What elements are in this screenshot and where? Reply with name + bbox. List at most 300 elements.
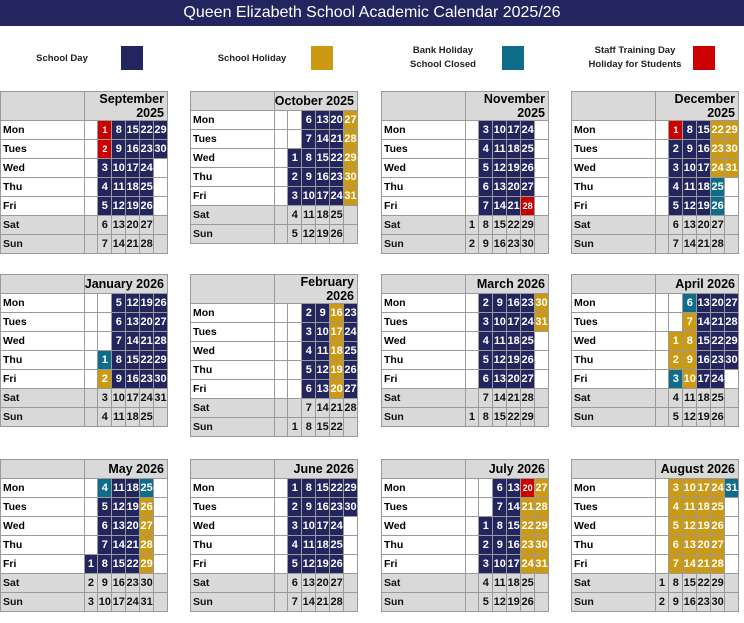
day-cell: 20 xyxy=(697,536,711,555)
week-row-sat xyxy=(572,216,739,235)
day-cell: 21 xyxy=(140,332,154,351)
day-cell: 3 xyxy=(669,479,683,498)
empty-cell xyxy=(725,370,739,389)
empty-cell xyxy=(655,294,669,313)
week-row-thu xyxy=(382,178,549,197)
empty-cell xyxy=(465,159,479,178)
day-label: Sat xyxy=(1,389,85,408)
empty-cell xyxy=(465,294,479,313)
day-cell: 29 xyxy=(725,121,739,140)
day-cell: 19 xyxy=(507,593,521,612)
day-cell: 29 xyxy=(154,351,168,370)
empty-cell xyxy=(655,140,669,159)
empty-cell xyxy=(535,408,549,427)
month-header-corner xyxy=(382,460,466,479)
day-cell: 13 xyxy=(493,370,507,389)
empty-cell xyxy=(655,121,669,140)
day-cell: 4 xyxy=(479,574,493,593)
day-label: Thu xyxy=(191,361,275,380)
empty-cell xyxy=(655,517,669,536)
week-row-wed xyxy=(572,517,739,536)
day-cell: 7 xyxy=(112,332,126,351)
week-row-thu xyxy=(572,536,739,555)
week-row-fri xyxy=(191,187,358,206)
week-row-fri xyxy=(572,197,739,216)
empty-cell xyxy=(84,140,98,159)
day-label: Tues xyxy=(191,498,275,517)
day-cell: 26 xyxy=(711,517,725,536)
day-cell: 17 xyxy=(330,323,344,342)
day-cell: 15 xyxy=(507,517,521,536)
day-cell: 17 xyxy=(126,159,140,178)
month-header-corner xyxy=(1,275,85,294)
day-cell: 16 xyxy=(316,498,330,517)
day-cell: 18 xyxy=(507,332,521,351)
day-cell: 18 xyxy=(126,408,140,427)
day-label: Fri xyxy=(191,555,275,574)
day-cell: 28 xyxy=(154,332,168,351)
day-cell: 14 xyxy=(683,555,697,574)
month-table xyxy=(0,91,168,254)
empty-cell xyxy=(154,479,168,498)
week-row-thu xyxy=(191,536,358,555)
day-cell: 23 xyxy=(697,593,711,612)
day-cell: 30 xyxy=(344,498,358,517)
day-cell: 31 xyxy=(344,187,358,206)
day-label: Tues xyxy=(191,323,275,342)
month-name: January 2026 xyxy=(84,275,168,294)
week-row-fri xyxy=(382,197,549,216)
week-row-tues xyxy=(572,498,739,517)
empty-cell xyxy=(655,408,669,427)
day-label: Tues xyxy=(1,140,85,159)
day-cell: 6 xyxy=(493,479,507,498)
day-cell: 23 xyxy=(140,140,154,159)
day-cell: 21 xyxy=(330,399,344,418)
legend-school-holiday-label xyxy=(216,52,288,66)
day-label: Tues xyxy=(1,498,85,517)
day-cell: 18 xyxy=(507,574,521,593)
day-cell: 15 xyxy=(493,216,507,235)
day-cell: 27 xyxy=(521,178,535,197)
day-cell: 22 xyxy=(711,121,725,140)
day-label: Tues xyxy=(572,313,656,332)
empty-cell xyxy=(274,536,288,555)
week-row-mon xyxy=(1,294,168,313)
week-row-wed xyxy=(572,159,739,178)
empty-cell xyxy=(465,370,479,389)
day-cell: 3 xyxy=(479,121,493,140)
day-cell: 18 xyxy=(316,536,330,555)
day-label: Fri xyxy=(382,197,466,216)
empty-cell xyxy=(535,351,549,370)
day-cell: 15 xyxy=(697,121,711,140)
day-label: Fri xyxy=(572,555,656,574)
empty-cell xyxy=(274,323,288,342)
day-cell: 5 xyxy=(288,555,302,574)
week-row-sat xyxy=(572,389,739,408)
day-cell: 3 xyxy=(302,323,316,342)
day-cell: 9 xyxy=(316,304,330,323)
month-name: November 2025 xyxy=(465,92,549,121)
day-cell: 2 xyxy=(479,294,493,313)
month-calendar xyxy=(571,459,739,617)
day-cell: 13 xyxy=(316,380,330,399)
day-cell: 13 xyxy=(493,178,507,197)
empty-cell xyxy=(465,574,479,593)
day-cell: 15 xyxy=(697,332,711,351)
day-label: Mon xyxy=(191,111,275,130)
day-cell: 3 xyxy=(479,313,493,332)
day-cell: 8 xyxy=(112,351,126,370)
week-row-sat xyxy=(1,389,168,408)
day-cell: 21 xyxy=(697,555,711,574)
day-cell: 28 xyxy=(535,498,549,517)
empty-cell xyxy=(465,555,479,574)
day-label: Thu xyxy=(572,351,656,370)
day-cell: 20 xyxy=(126,517,140,536)
day-cell: 28 xyxy=(725,313,739,332)
empty-cell xyxy=(154,159,168,178)
day-cell: 27 xyxy=(725,294,739,313)
day-label: Thu xyxy=(382,178,466,197)
day-cell: 22 xyxy=(521,517,535,536)
day-cell: 24 xyxy=(711,479,725,498)
day-cell: 2 xyxy=(669,140,683,159)
day-label: Sun xyxy=(382,235,466,254)
day-label: Wed xyxy=(382,159,466,178)
empty-cell xyxy=(84,121,98,140)
day-label: Sat xyxy=(191,399,275,418)
day-label: Thu xyxy=(191,536,275,555)
day-label: Sun xyxy=(1,408,85,427)
day-label: Fri xyxy=(1,197,85,216)
day-cell: 14 xyxy=(493,389,507,408)
day-label: Mon xyxy=(382,121,466,140)
day-cell: 1 xyxy=(98,121,112,140)
day-cell: 5 xyxy=(669,408,683,427)
day-label: Wed xyxy=(382,332,466,351)
day-cell: 18 xyxy=(126,178,140,197)
day-cell: 3 xyxy=(288,187,302,206)
day-cell: 12 xyxy=(316,361,330,380)
day-cell: 24 xyxy=(330,517,344,536)
month-table xyxy=(381,91,549,254)
day-cell: 21 xyxy=(521,498,535,517)
day-cell: 8 xyxy=(669,574,683,593)
day-cell: 22 xyxy=(126,555,140,574)
day-label: Wed xyxy=(191,342,275,361)
day-label: Thu xyxy=(191,168,275,187)
day-cell: 11 xyxy=(316,342,330,361)
week-row-sun xyxy=(191,225,358,244)
day-cell: 19 xyxy=(697,517,711,536)
empty-cell xyxy=(725,574,739,593)
empty-cell xyxy=(725,498,739,517)
day-cell: 21 xyxy=(126,536,140,555)
month-calendar xyxy=(0,274,168,432)
empty-cell xyxy=(154,178,168,197)
month-calendar xyxy=(190,91,358,249)
day-cell: 24 xyxy=(126,593,140,612)
week-row-fri xyxy=(1,555,168,574)
day-cell: 15 xyxy=(316,149,330,168)
day-cell: 8 xyxy=(302,479,316,498)
day-cell: 3 xyxy=(98,389,112,408)
empty-cell xyxy=(154,197,168,216)
empty-cell xyxy=(535,389,549,408)
day-cell: 27 xyxy=(521,370,535,389)
day-cell: 14 xyxy=(126,332,140,351)
day-cell: 13 xyxy=(683,536,697,555)
empty-cell xyxy=(655,498,669,517)
day-cell: 16 xyxy=(330,304,344,323)
day-cell: 29 xyxy=(154,121,168,140)
day-cell: 28 xyxy=(140,235,154,254)
day-cell: 16 xyxy=(126,370,140,389)
day-cell: 21 xyxy=(126,235,140,254)
day-cell: 9 xyxy=(302,498,316,517)
empty-cell xyxy=(274,399,288,418)
day-cell: 22 xyxy=(507,216,521,235)
day-cell: 22 xyxy=(330,479,344,498)
week-row-tues xyxy=(572,313,739,332)
empty-cell xyxy=(655,555,669,574)
day-cell: 8 xyxy=(683,332,697,351)
day-cell: 15 xyxy=(126,121,140,140)
day-cell: 7 xyxy=(669,235,683,254)
day-cell: 13 xyxy=(697,294,711,313)
day-label: Wed xyxy=(1,159,85,178)
month-header-corner xyxy=(1,92,85,121)
day-cell: 21 xyxy=(507,197,521,216)
day-label: Sun xyxy=(191,225,275,244)
legend-bank-holiday-line1: Bank Holiday xyxy=(412,45,474,56)
day-cell: 1 xyxy=(465,408,479,427)
day-cell: 6 xyxy=(669,216,683,235)
day-cell: 21 xyxy=(316,593,330,612)
month-calendar xyxy=(571,91,739,249)
day-cell: 9 xyxy=(493,294,507,313)
empty-cell xyxy=(465,197,479,216)
empty-cell xyxy=(535,121,549,140)
empty-cell xyxy=(274,149,288,168)
empty-cell xyxy=(274,225,288,244)
empty-cell xyxy=(535,140,549,159)
empty-cell xyxy=(84,159,98,178)
day-cell: 7 xyxy=(288,593,302,612)
day-cell: 27 xyxy=(344,111,358,130)
month-calendar xyxy=(381,459,549,617)
empty-cell xyxy=(725,408,739,427)
month-table xyxy=(571,459,739,612)
empty-cell xyxy=(154,498,168,517)
day-cell: 18 xyxy=(316,206,330,225)
empty-cell xyxy=(535,197,549,216)
day-cell: 19 xyxy=(126,197,140,216)
day-cell: 19 xyxy=(330,361,344,380)
day-cell: 22 xyxy=(330,149,344,168)
day-cell: 27 xyxy=(711,536,725,555)
day-label: Wed xyxy=(572,332,656,351)
day-cell: 12 xyxy=(126,294,140,313)
day-label: Fri xyxy=(382,555,466,574)
day-label: Wed xyxy=(191,149,275,168)
empty-cell xyxy=(154,593,168,612)
day-cell: 3 xyxy=(98,159,112,178)
week-row-thu xyxy=(382,536,549,555)
day-cell: 5 xyxy=(479,593,493,612)
day-cell: 9 xyxy=(112,140,126,159)
empty-cell xyxy=(274,380,288,399)
day-cell: 1 xyxy=(669,332,683,351)
day-cell: 28 xyxy=(344,130,358,149)
empty-cell xyxy=(84,370,98,389)
day-cell: 24 xyxy=(521,555,535,574)
day-cell: 27 xyxy=(330,574,344,593)
week-row-wed xyxy=(191,517,358,536)
day-label: Sun xyxy=(382,593,466,612)
day-cell: 18 xyxy=(330,342,344,361)
empty-cell xyxy=(465,313,479,332)
week-row-mon xyxy=(191,479,358,498)
day-cell: 11 xyxy=(302,536,316,555)
month-name: May 2026 xyxy=(84,460,168,479)
day-cell: 26 xyxy=(154,294,168,313)
day-cell: 12 xyxy=(112,498,126,517)
day-label: Sun xyxy=(572,593,656,612)
day-cell: 2 xyxy=(98,140,112,159)
week-row-fri xyxy=(1,197,168,216)
empty-cell xyxy=(655,332,669,351)
day-cell: 27 xyxy=(535,479,549,498)
day-cell: 24 xyxy=(711,370,725,389)
empty-cell xyxy=(465,140,479,159)
empty-cell xyxy=(535,178,549,197)
month-header-corner xyxy=(572,275,656,294)
day-cell: 8 xyxy=(493,517,507,536)
empty-cell xyxy=(655,479,669,498)
day-cell: 1 xyxy=(84,555,98,574)
day-cell: 12 xyxy=(493,593,507,612)
day-cell: 11 xyxy=(112,479,126,498)
day-cell: 7 xyxy=(98,536,112,555)
day-cell: 12 xyxy=(112,197,126,216)
legend-bank-holiday-line2: School Closed xyxy=(410,59,476,70)
day-cell: 20 xyxy=(126,216,140,235)
day-label: Sat xyxy=(382,574,466,593)
day-cell: 7 xyxy=(683,313,697,332)
day-cell: 7 xyxy=(302,399,316,418)
month-name: October 2025 xyxy=(274,92,358,111)
day-cell: 24 xyxy=(140,389,154,408)
day-cell: 26 xyxy=(140,498,154,517)
empty-cell xyxy=(154,216,168,235)
week-row-tues xyxy=(382,140,549,159)
day-cell: 5 xyxy=(288,225,302,244)
empty-cell xyxy=(465,517,479,536)
month-name: June 2026 xyxy=(274,460,358,479)
day-cell: 25 xyxy=(711,178,725,197)
week-row-sun xyxy=(1,593,168,612)
month-header-corner xyxy=(382,92,466,121)
day-cell: 26 xyxy=(711,408,725,427)
empty-cell xyxy=(274,206,288,225)
day-cell: 5 xyxy=(98,197,112,216)
day-cell: 19 xyxy=(316,225,330,244)
day-cell: 17 xyxy=(697,159,711,178)
day-cell: 20 xyxy=(140,313,154,332)
empty-cell xyxy=(655,197,669,216)
empty-cell xyxy=(84,235,98,254)
day-cell: 13 xyxy=(112,517,126,536)
day-cell: 14 xyxy=(493,197,507,216)
day-cell: 27 xyxy=(140,517,154,536)
day-cell: 22 xyxy=(140,121,154,140)
day-cell: 6 xyxy=(288,574,302,593)
week-row-thu xyxy=(191,361,358,380)
week-row-sat xyxy=(1,216,168,235)
month-header-corner xyxy=(382,275,466,294)
day-cell: 3 xyxy=(288,517,302,536)
empty-cell xyxy=(725,593,739,612)
day-label: Wed xyxy=(1,517,85,536)
day-cell: 8 xyxy=(302,149,316,168)
legend-school-day-text: School Day xyxy=(36,53,88,64)
day-cell: 24 xyxy=(140,159,154,178)
day-label: Sun xyxy=(191,418,275,437)
week-row-tues xyxy=(382,313,549,332)
day-cell: 22 xyxy=(697,574,711,593)
week-row-tues xyxy=(572,140,739,159)
day-label: Sat xyxy=(191,206,275,225)
day-cell: 28 xyxy=(711,235,725,254)
empty-cell xyxy=(288,130,302,149)
empty-cell xyxy=(344,555,358,574)
day-cell: 1 xyxy=(479,517,493,536)
day-cell: 4 xyxy=(288,206,302,225)
day-cell: 15 xyxy=(112,555,126,574)
empty-cell xyxy=(479,498,493,517)
day-cell: 16 xyxy=(112,574,126,593)
day-cell: 17 xyxy=(697,370,711,389)
day-label: Mon xyxy=(191,479,275,498)
empty-cell xyxy=(655,370,669,389)
empty-cell xyxy=(274,304,288,323)
day-cell: 2 xyxy=(465,235,479,254)
day-cell: 4 xyxy=(288,536,302,555)
day-cell: 1 xyxy=(655,574,669,593)
day-cell: 29 xyxy=(140,555,154,574)
month-name: December 2025 xyxy=(655,92,739,121)
day-cell: 23 xyxy=(711,351,725,370)
day-cell: 30 xyxy=(711,593,725,612)
day-cell: 6 xyxy=(479,370,493,389)
week-row-thu xyxy=(572,351,739,370)
day-cell: 17 xyxy=(507,555,521,574)
empty-cell xyxy=(669,313,683,332)
empty-cell xyxy=(465,498,479,517)
week-row-sun xyxy=(191,593,358,612)
day-cell: 12 xyxy=(302,225,316,244)
day-label: Tues xyxy=(1,313,85,332)
week-row-thu xyxy=(1,351,168,370)
day-cell: 31 xyxy=(140,593,154,612)
week-row-sat xyxy=(382,389,549,408)
day-cell: 30 xyxy=(535,294,549,313)
legend-school-holiday-swatch xyxy=(311,46,333,70)
day-cell: 30 xyxy=(140,574,154,593)
